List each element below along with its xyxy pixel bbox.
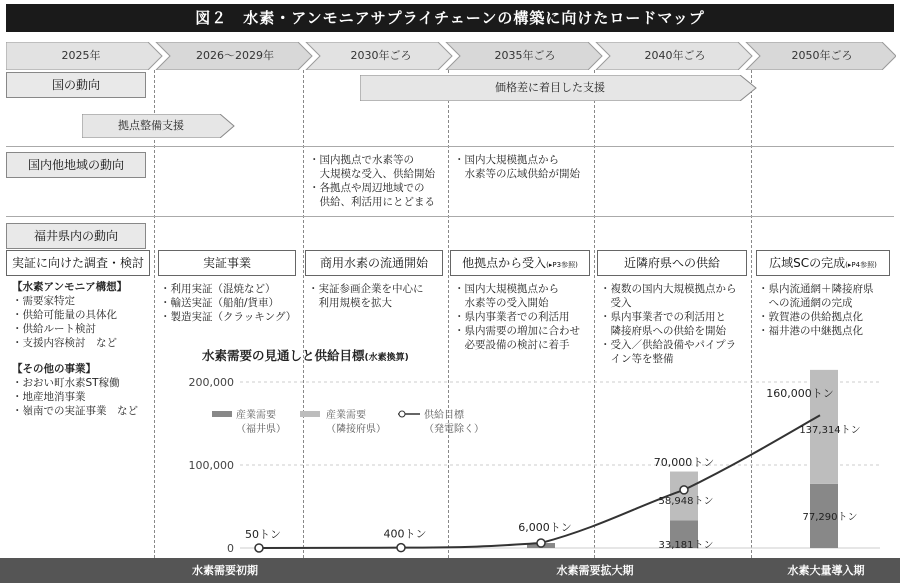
stage-receive — [450, 250, 590, 276]
legend-label: 産業需要 — [236, 410, 276, 421]
col0-items1: ・需要家特定 ・供給可能量の具体化 ・供給ルート検討 ・支援内容検討 など — [12, 295, 117, 349]
page-title: 図２ 水素・アンモニアサプライチェーンの構築に向けたロードマップ — [6, 4, 894, 32]
timeline-2050: 2050年ごろ — [791, 49, 853, 62]
stage-complete — [756, 250, 890, 276]
legend-marker — [399, 411, 405, 417]
data-point — [255, 544, 263, 552]
data-label: 70,000トン — [653, 455, 715, 469]
section-other-regions-label: 国内他地域の動向 — [6, 152, 146, 178]
legend-swatch — [300, 411, 320, 417]
col4-items: ・複数の国内大規模拠点から 受入 ・県内事業者での利活用と 隣接府県への供給を開始 ・受入／供給設備やパイプラ イン等を整備 — [600, 283, 737, 365]
col0-heading1: 【水素アンモニア構想】 — [12, 281, 128, 293]
price-support-label: 価格差に着目した支援 — [495, 81, 605, 94]
legend-label: （隣接府県） — [326, 424, 386, 435]
col3-items: ・国内大規模拠点から 水素等の受入開始 ・県内事業者での利活用 ・県内需要の増加に合わせ 必要設備の検討に着手 — [454, 283, 580, 351]
legend-swatch — [212, 411, 232, 417]
other-regions-2035: ・国内大規模拠点から 水素等の広域供給が開始 — [454, 154, 580, 180]
data-label: 137,314トン — [799, 424, 861, 436]
data-label: 400トン — [383, 527, 427, 541]
stage-complete-label: 広域SCの完成 — [769, 256, 846, 270]
data-label: 58,948トン — [658, 495, 714, 507]
col5-items: ・県内流通網＋隣接府県 への流通網の完成 ・敦賀港の供給拠点化 ・福井港の中継拠点化 — [758, 283, 874, 337]
legend-label: （発電除く） — [424, 424, 484, 435]
section-fukui-label: 福井県内の動向 — [6, 223, 146, 249]
data-label: 77,290トン — [802, 511, 858, 523]
data-point — [680, 486, 688, 494]
timeline-2025: 2025年 — [61, 49, 101, 62]
y-tick-label: 100,000 — [188, 459, 234, 472]
stage-receive-label: 他拠点から受入 — [462, 256, 547, 270]
stage-demo: 実証事業 — [158, 250, 296, 276]
timeline-2040: 2040年ごろ — [644, 49, 706, 62]
data-label: 160,000トン — [766, 387, 834, 401]
data-point — [537, 539, 545, 547]
stage-commercial: 商用水素の流通開始 — [305, 250, 443, 276]
demand-chart — [0, 360, 900, 558]
y-tick-label: 0 — [227, 542, 234, 555]
hub-support-label: 拠点整備支援 — [118, 119, 184, 132]
data-label: 50トン — [245, 527, 281, 541]
stage-receive-ref: (▸P3参照) — [546, 261, 578, 269]
divider-national — [6, 146, 894, 147]
section-national-label: 国の動向 — [6, 72, 146, 98]
chart-title-text: 水素需要の見通しと供給目標 — [202, 348, 365, 363]
phase-expansion: 水素需要拡大期 — [556, 564, 634, 577]
phase-bar — [0, 558, 900, 583]
col2-items: ・実証参画企業を中心に 利用規模を拡大 — [308, 283, 424, 309]
other-regions-2030: ・国内拠点で水素等の 大規模な受入、供給開始 ・各拠点や周辺地域での 供給、利活用にとどまる — [309, 154, 435, 208]
timeline — [6, 42, 896, 70]
data-label: 6,000トン — [518, 521, 572, 535]
timeline-2030: 2030年ごろ — [350, 49, 412, 62]
col1-items: ・利用実証（混焼など） ・輸送実証（船舶/貨車） ・製造実証（クラッキング） — [160, 283, 297, 323]
stage-survey: 実証に向けた調査・検討 — [6, 250, 150, 276]
legend-label: 産業需要 — [326, 410, 366, 421]
timeline-2026-2029: 2026〜2029年 — [196, 49, 274, 62]
stage-supply: 近隣府県への供給 — [597, 250, 747, 276]
divider-other-regions — [6, 216, 894, 217]
phase-mass: 水素大量導入期 — [787, 564, 865, 577]
legend-label: （福井県） — [236, 424, 286, 435]
data-label: 33,181トン — [658, 540, 714, 552]
phase-initial: 水素需要初期 — [192, 564, 258, 577]
data-point — [397, 544, 405, 552]
col0-items2: ・おおい町水素ST稼働 ・地産地消事業 ・嶺南での実証事業 など — [12, 377, 138, 417]
chart-title-note: (水素換算) — [364, 353, 409, 363]
timeline-2035: 2035年ごろ — [494, 49, 556, 62]
stage-complete-ref: (▸P4参照) — [845, 261, 877, 269]
col0-heading2: 【その他の事業】 — [12, 363, 96, 375]
y-tick-label: 200,000 — [188, 376, 234, 389]
legend-label: 供給目標 — [424, 410, 464, 421]
